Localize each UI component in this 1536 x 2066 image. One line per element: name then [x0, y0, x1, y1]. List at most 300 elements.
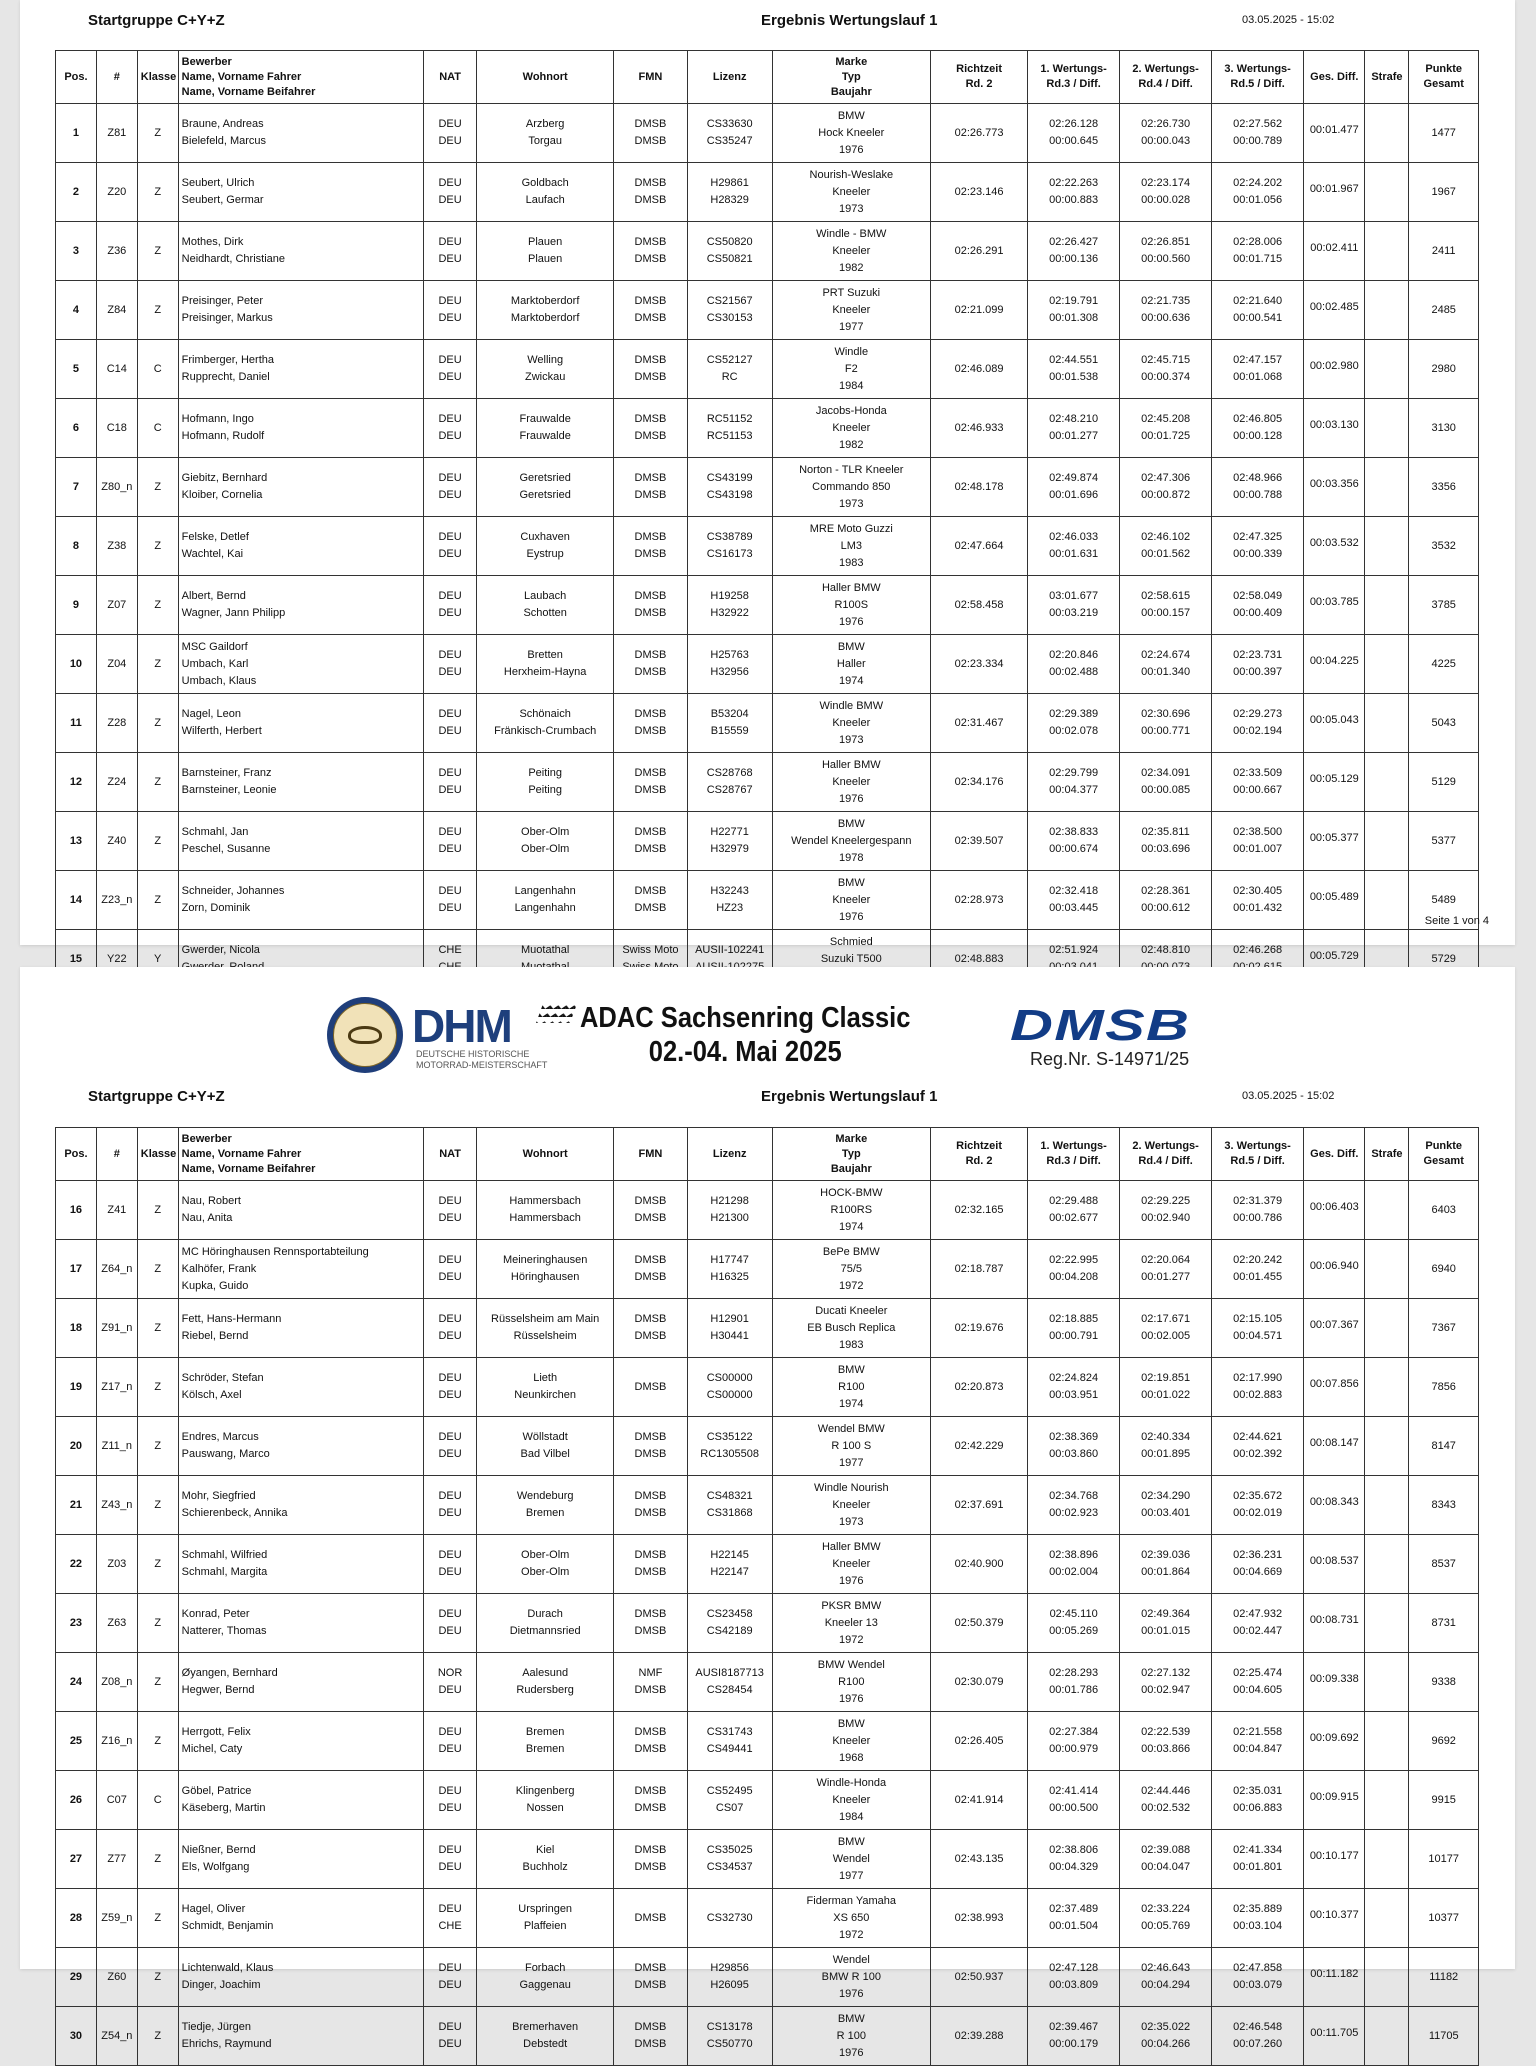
town-cell	[477, 104, 614, 163]
driver-name: Nau, Robert	[181, 1195, 241, 1207]
penalty-cell	[1365, 576, 1409, 635]
nat-cell	[424, 1948, 477, 2007]
driver-license: H17747	[710, 1254, 749, 1266]
total-diff-cell: 00:10.177	[1304, 1830, 1365, 1889]
run1-diff: 00:03.860	[1049, 1448, 1099, 1460]
license-cell	[687, 222, 772, 281]
col-names	[178, 51, 423, 104]
driver-license: CS50820	[706, 236, 753, 248]
passenger-name: Seubert, Germar	[181, 194, 264, 206]
machine-type: R100	[838, 1675, 865, 1688]
run3-time: 02:17.990	[1233, 1372, 1283, 1384]
target-time-cell: 02:48.883	[931, 930, 1028, 989]
driver-town: Marktoberdorf	[510, 295, 580, 307]
driver-license: CS52127	[706, 354, 753, 366]
class-cell: Z	[137, 1712, 178, 1771]
total-diff-cell: 00:01.967	[1304, 163, 1365, 222]
passenger-license: CS28767	[706, 784, 753, 796]
col-strafe	[1365, 1128, 1409, 1181]
run1-time: 02:29.799	[1049, 767, 1099, 779]
town-cell	[477, 1181, 614, 1240]
town-cell	[477, 1712, 614, 1771]
machine-cell	[772, 1948, 930, 2007]
table-row	[56, 753, 1479, 812]
entrant-club: MC Höringhausen Rennsportabteilung	[181, 1245, 369, 1258]
table-row	[56, 1535, 1479, 1594]
total-diff-cell: 00:02.411	[1304, 222, 1365, 281]
col-names-line: Name, Vorname Fahrer	[181, 1147, 302, 1160]
print-datetime: 03.05.2025 - 15:02	[1242, 1090, 1335, 1102]
driver-license: CS38789	[706, 531, 753, 543]
passenger-name: Schmahl, Margita	[181, 1566, 268, 1578]
machine-type: Kneeler	[832, 185, 871, 198]
run2-cell	[1120, 1889, 1212, 1948]
driver-license: AUSII-102241	[695, 944, 765, 956]
machine-make: Jacobs-Honda	[815, 404, 887, 417]
run1-diff: 00:01.308	[1049, 312, 1099, 324]
license-cell	[687, 694, 772, 753]
run3-diff: 00:04.571	[1233, 1330, 1283, 1342]
col-num-line: #	[113, 1147, 120, 1160]
machine-make: Wendel	[832, 1953, 870, 1966]
penalty-cell	[1365, 1535, 1409, 1594]
start-number-cell: Z77	[96, 1830, 137, 1889]
driver-fmn: Swiss Moto	[622, 944, 679, 956]
class-cell: Z	[137, 1299, 178, 1358]
col-num	[96, 1128, 137, 1181]
run1-diff: 00:02.488	[1049, 666, 1099, 678]
target-time-cell: 02:26.405	[931, 1712, 1028, 1771]
run2-time: 02:26.730	[1141, 118, 1191, 130]
run2-cell	[1120, 694, 1212, 753]
machine-year: 1984	[839, 1810, 864, 1823]
license-cell	[687, 576, 772, 635]
table-row	[56, 517, 1479, 576]
run3-cell	[1212, 1476, 1304, 1535]
run1-time: 02:49.874	[1049, 472, 1099, 484]
position-cell: 18	[56, 1299, 97, 1358]
points-cell: 3532	[1409, 517, 1479, 576]
machine-cell	[772, 753, 930, 812]
driver-license: H22771	[710, 826, 749, 838]
run3-diff: 00:01.068	[1233, 371, 1283, 383]
machine-cell	[772, 2007, 930, 2066]
results-table	[55, 1127, 1479, 2066]
run3-time: 02:47.932	[1233, 1608, 1283, 1620]
total-diff-cell: 00:03.130	[1304, 399, 1365, 458]
driver-license: H29856	[710, 1962, 749, 1974]
passenger-town: Torgau	[528, 135, 562, 147]
driver-license: CS31743	[706, 1726, 753, 1738]
run3-time: 02:15.105	[1233, 1313, 1283, 1325]
run2-time: 02:39.088	[1141, 1844, 1191, 1856]
driver-fmn: DMSB	[634, 413, 667, 425]
names-cell	[178, 871, 423, 930]
run2-diff: 00:00.374	[1141, 371, 1191, 383]
run3-time: 02:41.334	[1233, 1844, 1283, 1856]
run3-time: 02:35.672	[1233, 1490, 1283, 1502]
position-cell: 28	[56, 1889, 97, 1948]
passenger-license: CS30153	[706, 312, 753, 324]
page-header	[20, 1084, 1515, 1108]
fmn-cell	[614, 1948, 688, 2007]
run3-diff: 00:00.789	[1233, 135, 1283, 147]
dhm-subtitle-line2: MOTORRAD-MEISTERSCHAFT	[416, 1060, 548, 1070]
col-lizenz	[687, 1128, 772, 1181]
passenger-nat: DEU	[438, 194, 462, 206]
run1-cell	[1028, 1476, 1120, 1535]
run2-time: 02:33.224	[1141, 1903, 1191, 1915]
driver-fmn: DMSB	[634, 1726, 667, 1738]
run1-cell	[1028, 576, 1120, 635]
points-cell: 1967	[1409, 163, 1479, 222]
run2-cell	[1120, 281, 1212, 340]
run2-cell	[1120, 1653, 1212, 1712]
col-strafe-line: Strafe	[1371, 1147, 1403, 1160]
machine-make: BePe BMW	[822, 1245, 880, 1258]
logo-banner	[20, 997, 1515, 1070]
machine-year: 1968	[839, 1751, 864, 1764]
points-cell: 4225	[1409, 635, 1479, 694]
total-diff-cell: 00:08.537	[1304, 1535, 1365, 1594]
col-nat	[424, 51, 477, 104]
driver-town: Kiel	[535, 1844, 555, 1856]
run2-time: 02:39.036	[1141, 1549, 1191, 1561]
run1-cell	[1028, 753, 1120, 812]
run1-cell	[1028, 281, 1120, 340]
names-cell	[178, 104, 423, 163]
machine-cell	[772, 1653, 930, 1712]
names-cell	[178, 222, 423, 281]
start-number-cell: Z41	[96, 1181, 137, 1240]
run1-time: 02:19.791	[1049, 295, 1099, 307]
run1-time: 02:34.768	[1049, 1490, 1099, 1502]
driver-nat: DEU	[438, 590, 462, 602]
dhm-logo: DHM	[412, 1000, 511, 1052]
col-num-line: #	[113, 70, 120, 83]
names-cell	[178, 340, 423, 399]
col-lizenz-line: Lizenz	[712, 70, 747, 83]
run1-time: 02:46.033	[1049, 531, 1099, 543]
machine-cell	[772, 576, 930, 635]
total-diff-cell: 00:05.729	[1304, 930, 1365, 989]
nat-cell	[424, 635, 477, 694]
machine-year: 1976	[839, 1574, 864, 1587]
run3-diff: 00:07.260	[1233, 2038, 1283, 2050]
driver-nat: DEU	[438, 1903, 462, 1915]
col-marke-line: Baujahr	[830, 1162, 872, 1175]
fmn-cell	[614, 1476, 688, 1535]
names-cell	[178, 1181, 423, 1240]
total-diff-cell: 00:05.489	[1304, 871, 1365, 930]
class-cell: Y	[137, 930, 178, 989]
license-cell	[687, 517, 772, 576]
table-row	[56, 2007, 1479, 2066]
driver-nat: DEU	[438, 1372, 462, 1384]
run3-cell	[1212, 1771, 1304, 1830]
fmn-cell	[614, 576, 688, 635]
run3-time: 02:31.379	[1233, 1195, 1283, 1207]
machine-type: EB Busch Replica	[807, 1321, 896, 1334]
position-cell: 26	[56, 1771, 97, 1830]
run1-diff: 00:02.004	[1049, 1566, 1099, 1578]
driver-town: Aalesund	[522, 1667, 569, 1679]
target-time-cell: 02:19.676	[931, 1299, 1028, 1358]
nat-cell	[424, 163, 477, 222]
penalty-cell	[1365, 1299, 1409, 1358]
driver-nat: DEU	[438, 472, 462, 484]
run2-cell	[1120, 458, 1212, 517]
driver-nat: DEU	[438, 649, 462, 661]
run1-time: 02:38.896	[1049, 1549, 1099, 1561]
run2-time: 02:34.290	[1141, 1490, 1191, 1502]
table-row	[56, 1417, 1479, 1476]
machine-cell	[772, 1299, 930, 1358]
run1-time: 02:29.389	[1049, 708, 1099, 720]
run1-cell	[1028, 812, 1120, 871]
machine-make: BMW Wendel	[817, 1658, 885, 1671]
run1-cell	[1028, 163, 1120, 222]
run1-diff: 00:01.631	[1049, 548, 1099, 560]
col-fmn-line: FMN	[638, 1147, 663, 1160]
passenger-license: H32956	[710, 666, 749, 678]
total-diff-cell: 00:11.705	[1304, 2007, 1365, 2066]
license-cell	[687, 1653, 772, 1712]
run2-time: 02:45.208	[1141, 413, 1191, 425]
driver-town: Cuxhaven	[520, 531, 570, 543]
col-klasse-line: Klasse	[140, 1147, 177, 1160]
passenger-name: Rupprecht, Daniel	[181, 371, 270, 383]
table-row	[56, 1712, 1479, 1771]
run1-time: 02:26.427	[1049, 236, 1099, 248]
start-number-cell: Z17_n	[96, 1358, 137, 1417]
run3-cell	[1212, 1358, 1304, 1417]
nat-cell	[424, 2007, 477, 2066]
position-cell: 15	[56, 930, 97, 989]
run2-diff: 00:04.047	[1141, 1861, 1191, 1873]
target-time-cell: 02:34.176	[931, 753, 1028, 812]
driver-license: CS00000	[706, 1372, 753, 1384]
machine-cell	[772, 458, 930, 517]
col-wertung1-line: 1. Wertungs-	[1040, 1140, 1107, 1152]
driver-fmn: DMSB	[634, 472, 667, 484]
class-cell: Z	[137, 163, 178, 222]
passenger-nat: DEU	[438, 312, 462, 324]
run3-cell	[1212, 222, 1304, 281]
fmn-cell	[614, 1240, 688, 1299]
machine-year: 1977	[839, 1869, 864, 1882]
machine-type: Commando 850	[812, 480, 891, 493]
penalty-cell	[1365, 1830, 1409, 1889]
run1-cell	[1028, 1653, 1120, 1712]
passenger-name: Pauswang, Marco	[181, 1448, 270, 1460]
machine-cell	[772, 163, 930, 222]
passenger-town: Bad Vilbel	[520, 1448, 570, 1460]
machine-year: 1983	[839, 556, 864, 569]
run1-time: 02:22.263	[1049, 177, 1099, 189]
col-pos-line: Pos.	[64, 70, 88, 83]
target-time-cell: 02:23.334	[931, 635, 1028, 694]
col-wohnort	[477, 51, 614, 104]
passenger-fmn: DMSB	[634, 194, 667, 206]
dhm-subtitle	[416, 1049, 547, 1071]
machine-make: Haller BMW	[821, 758, 881, 771]
driver-nat: DEU	[438, 1549, 462, 1561]
col-wertung2-line: 2. Wertungs-	[1132, 63, 1199, 75]
passenger-license: CS49441	[706, 1743, 753, 1755]
results-page-2	[20, 967, 1515, 2059]
machine-make: BMW	[837, 109, 865, 122]
driver-nat: DEU	[438, 1313, 462, 1325]
driver-nat: DEU	[438, 826, 462, 838]
penalty-cell	[1365, 871, 1409, 930]
position-cell: 7	[56, 458, 97, 517]
start-number-cell: Z16_n	[96, 1712, 137, 1771]
col-fmn	[614, 51, 688, 104]
run3-diff: 00:00.339	[1233, 548, 1283, 560]
run1-diff: 00:00.791	[1049, 1330, 1099, 1342]
points-cell: 1477	[1409, 104, 1479, 163]
town-cell	[477, 1594, 614, 1653]
nat-cell	[424, 576, 477, 635]
driver-name: Herrgott, Felix	[181, 1726, 251, 1738]
fmn-cell	[614, 281, 688, 340]
run3-diff: 00:01.056	[1233, 194, 1283, 206]
run3-diff: 00:02.019	[1233, 1507, 1283, 1519]
nat-cell	[424, 1181, 477, 1240]
target-time-cell: 02:23.146	[931, 163, 1028, 222]
points-cell: 3130	[1409, 399, 1479, 458]
machine-cell	[772, 1830, 930, 1889]
class-cell: Z	[137, 812, 178, 871]
start-number-cell: Z28	[96, 694, 137, 753]
run3-time: 02:48.966	[1233, 472, 1283, 484]
driver-license: CS48321	[706, 1490, 753, 1502]
table-row	[56, 163, 1479, 222]
run2-cell	[1120, 1830, 1212, 1889]
machine-type: XS 650	[833, 1911, 870, 1924]
run3-diff: 00:02.194	[1233, 725, 1283, 737]
class-cell: Z	[137, 2007, 178, 2066]
town-cell	[477, 1771, 614, 1830]
fmn-cell	[614, 1299, 688, 1358]
machine-year: 1972	[839, 1928, 864, 1941]
col-wertung3-line: Rd.5 / Diff.	[1230, 1155, 1285, 1167]
passenger-license: CS50770	[706, 2038, 753, 2050]
driver-town: Bremerhaven	[512, 2021, 579, 2033]
machine-make: Windle BMW	[819, 699, 884, 712]
col-wertung1-line: Rd.3 / Diff.	[1046, 78, 1101, 90]
passenger-town: Ober-Olm	[521, 843, 570, 855]
passenger-fmn: DMSB	[634, 2038, 667, 2050]
machine-year: 1976	[839, 615, 864, 628]
driver-nat: DEU	[438, 1726, 462, 1738]
total-diff-cell: 00:02.485	[1304, 281, 1365, 340]
run3-time: 02:35.889	[1233, 1903, 1283, 1915]
penalty-cell	[1365, 694, 1409, 753]
passenger-nat: DEU	[438, 1861, 462, 1873]
driver-fmn: DMSB	[634, 2021, 667, 2033]
machine-cell	[772, 1181, 930, 1240]
run2-time: 02:44.446	[1141, 1785, 1191, 1797]
license-cell	[687, 1299, 772, 1358]
driver-name: Braune, Andreas	[181, 118, 264, 130]
passenger-name: Zorn, Dominik	[181, 902, 251, 914]
passenger-town: Hammersbach	[509, 1212, 581, 1224]
nat-cell	[424, 517, 477, 576]
driver-name: Fett, Hans-Hermann	[181, 1313, 282, 1325]
target-time-cell: 02:58.458	[931, 576, 1028, 635]
run3-diff: 00:03.104	[1233, 1920, 1283, 1932]
driver-fmn: DMSB	[634, 1785, 667, 1797]
names-cell	[178, 635, 423, 694]
passenger-town: Plauen	[528, 253, 563, 265]
run2-diff: 00:01.562	[1141, 548, 1191, 560]
penalty-cell	[1365, 1594, 1409, 1653]
run1-time: 02:47.128	[1049, 1962, 1099, 1974]
points-cell: 8343	[1409, 1476, 1479, 1535]
run2-diff: 00:01.725	[1141, 430, 1191, 442]
position-cell: 2	[56, 163, 97, 222]
run2-time: 02:20.064	[1141, 1254, 1191, 1266]
machine-make: Windle	[834, 345, 869, 358]
run2-cell	[1120, 871, 1212, 930]
start-number-cell: Z07	[96, 576, 137, 635]
penalty-cell	[1365, 163, 1409, 222]
driver-license: H12901	[710, 1313, 749, 1325]
names-cell	[178, 517, 423, 576]
machine-make: BMW	[837, 876, 865, 889]
total-diff-cell: 00:03.785	[1304, 576, 1365, 635]
col-marke-line: Marke	[835, 55, 868, 68]
passenger-nat: DEU	[438, 1625, 462, 1637]
penalty-cell	[1365, 1712, 1409, 1771]
driver-town: Muotathal	[521, 944, 570, 956]
table-row	[56, 340, 1479, 399]
results-body	[56, 104, 1479, 989]
target-time-cell: 02:18.787	[931, 1240, 1028, 1299]
run2-diff: 00:03.401	[1141, 1507, 1191, 1519]
license-cell	[687, 1594, 772, 1653]
run1-cell	[1028, 399, 1120, 458]
col-wohnort-line: Wohnort	[522, 70, 568, 83]
passenger-nat: DEU	[438, 843, 462, 855]
nat-cell	[424, 1889, 477, 1948]
license-cell	[687, 1417, 772, 1476]
nat-cell	[424, 1653, 477, 1712]
passenger-name: Kölsch, Axel	[181, 1389, 242, 1401]
dmsb-logo: DMSB	[1010, 1001, 1191, 1050]
driver-town: Plauen	[528, 236, 563, 248]
passenger-town: Marktoberdorf	[510, 312, 580, 324]
nat-cell	[424, 1712, 477, 1771]
driver-license: AUSI8187713	[695, 1667, 764, 1679]
col-marke	[772, 1128, 930, 1181]
class-cell: Z	[137, 458, 178, 517]
col-gesdiff	[1304, 1128, 1365, 1181]
names-cell	[178, 2007, 423, 2066]
col-wertung1-line: 1. Wertungs-	[1040, 63, 1107, 75]
run1-time: 02:45.110	[1049, 1608, 1098, 1620]
passenger-name: Ehrichs, Raymund	[181, 2038, 272, 2050]
town-cell	[477, 517, 614, 576]
table-row	[56, 1771, 1479, 1830]
names-cell	[178, 1771, 423, 1830]
table-row	[56, 812, 1479, 871]
driver-fmn: DMSB	[634, 1911, 667, 1924]
names-cell	[178, 1299, 423, 1358]
machine-make: BMW	[837, 1363, 865, 1376]
